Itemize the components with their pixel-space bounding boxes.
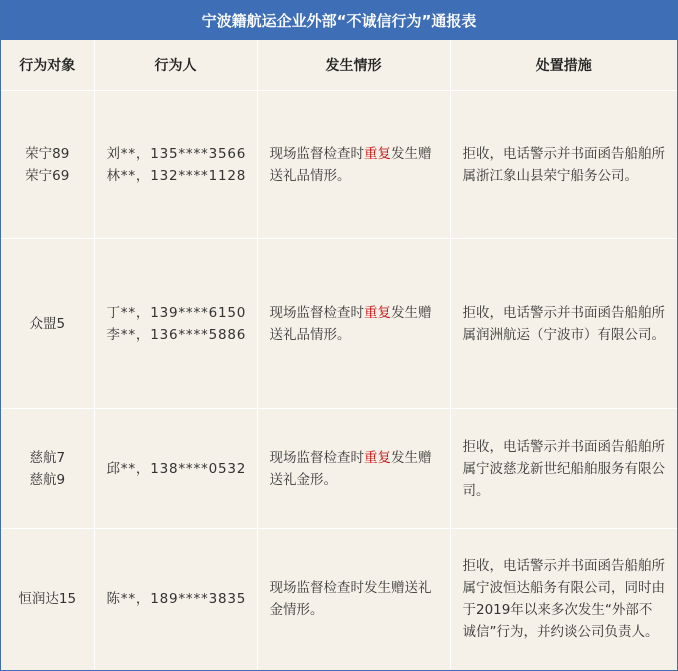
target-name: 荣宁69 — [25, 167, 70, 184]
person-entry: 李**，136****5886 — [106, 326, 247, 343]
measure-cell: 拒收，电话警示并书面函告船舶所属宁波恒达船务有限公司，同时由于2019年以来多次发生“外部不诚信”行为，并约谈公司负责人。 — [450, 529, 677, 669]
measure-cell: 拒收，电话警示并书面函告船舶所属浙江象山县荣宁船务公司。 — [450, 91, 677, 239]
person-entry: 邱**，138****0532 — [106, 460, 247, 477]
situation-cell — [257, 91, 450, 239]
target-cell — [1, 409, 94, 529]
target-name: 慈航7 — [29, 449, 66, 466]
table-row — [1, 529, 677, 669]
target-cell — [1, 239, 94, 409]
person-entry: 丁**，139****6150 — [106, 304, 247, 321]
measure-cell: 拒收，电话警示并书面函告船舶所属宁波慈龙新世纪船舶服务有限公司。 — [450, 409, 677, 529]
persons-cell — [94, 239, 257, 409]
header-measure: 处置措施 — [535, 58, 592, 74]
situation-text: 现场监督检查时 — [269, 145, 364, 162]
situation-text: 发生赠送礼品情形。 — [269, 145, 432, 184]
persons-cell — [94, 529, 257, 669]
persons-cell — [94, 409, 257, 529]
person-entry: 刘**，135****3566 — [106, 145, 247, 162]
measure-cell: 拒收，电话警示并书面函告船舶所属润洲航运（宁波市）有限公司。 — [450, 239, 677, 409]
target-cell — [1, 91, 94, 239]
persons-cell — [94, 91, 257, 239]
situation-text: 发生赠送礼品情形。 — [269, 304, 432, 343]
table-title: 宁波籍航运企业外部“不诚信行为”通报表 — [1, 0, 677, 40]
person-entry: 林**，132****1128 — [106, 167, 247, 184]
header-row — [1, 40, 677, 91]
table-row — [1, 91, 677, 239]
situation-cell — [257, 409, 450, 529]
target-name: 荣宁89 — [25, 145, 70, 162]
situation-cell — [257, 239, 450, 409]
situation-text: 现场监督检查时发生赠送礼金情形。 — [269, 579, 432, 618]
target-name: 恒润达15 — [18, 590, 77, 607]
situation-highlight: 重复 — [364, 145, 391, 162]
table-row — [1, 409, 677, 529]
target-name: 慈航9 — [29, 471, 66, 488]
situation-text: 现场监督检查时 — [269, 304, 364, 321]
situation-text: 发生赠送礼金形。 — [269, 449, 432, 488]
header-persons: 行为人 — [94, 40, 257, 91]
situation-highlight: 重复 — [364, 304, 391, 321]
target-name: 众盟5 — [29, 315, 66, 332]
target-cell — [1, 529, 94, 669]
situation-highlight: 重复 — [364, 449, 391, 466]
table-row — [1, 239, 677, 409]
person-entry: 陈**，189****3835 — [106, 590, 247, 607]
report-table — [1, 40, 677, 669]
header-target: 行为对象 — [1, 40, 94, 91]
header-situation: 发生情形 — [257, 40, 450, 91]
situation-text: 现场监督检查时 — [269, 449, 364, 466]
situation-cell — [257, 529, 450, 669]
